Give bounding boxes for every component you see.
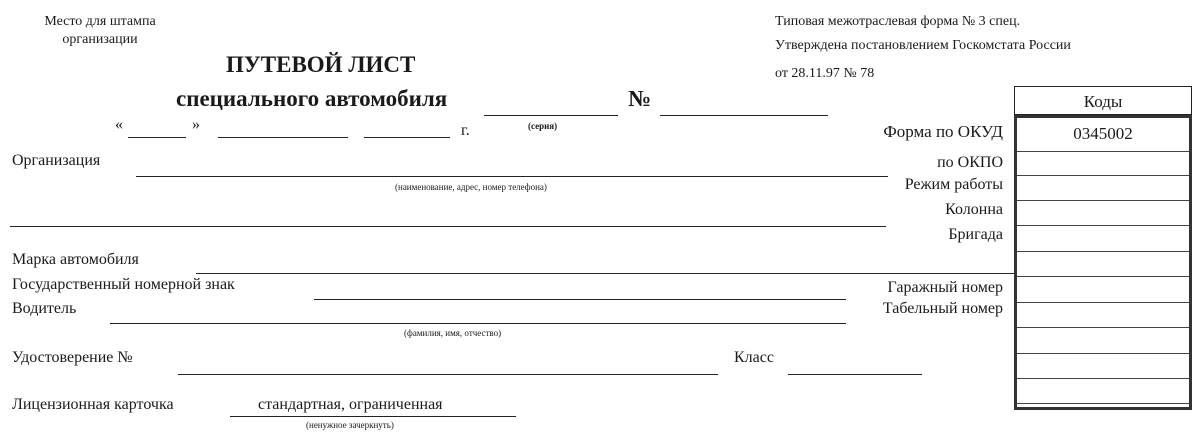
codes-row-divider: [1017, 175, 1189, 176]
codes-row-divider: [1017, 353, 1189, 354]
codes-row-divider: [1017, 403, 1189, 404]
license-card-value[interactable]: стандартная, ограниченная: [258, 396, 443, 413]
driver-field-line[interactable]: [110, 323, 846, 324]
organization-caption: (наименование, адрес, номер телефона): [395, 182, 547, 192]
car-brand-field-line[interactable]: [196, 273, 1014, 274]
license-field-line[interactable]: [178, 374, 718, 375]
plate-label: Государственный номерной знак: [12, 276, 235, 293]
column-label: Колонна: [945, 201, 1003, 218]
class-field-line[interactable]: [788, 374, 922, 375]
organization-field-line[interactable]: [136, 176, 888, 177]
series-caption: (серия): [528, 121, 558, 131]
work-mode-label: Режим работы: [904, 176, 1003, 193]
car-brand-label: Марка автомобиля: [12, 251, 139, 268]
codes-row-divider: [1017, 151, 1189, 152]
form-date-line: от 28.11.97 № 78: [775, 66, 875, 81]
plate-field-line[interactable]: [314, 299, 846, 300]
license-card-label: Лицензионная карточка: [12, 396, 174, 413]
license-label: Удостоверение №: [12, 349, 133, 366]
organization-label: Организация: [12, 152, 101, 169]
class-label: Класс: [734, 349, 774, 366]
okpo-label: по ОКПО: [937, 154, 1003, 171]
driver-label: Водитель: [12, 300, 77, 317]
license-card-caption: (ненужное зачеркнуть): [306, 420, 394, 430]
number-field-line[interactable]: [660, 115, 828, 116]
date-year-suffix: г.: [461, 122, 470, 139]
date-day-line[interactable]: [128, 137, 186, 138]
form-type-line: Типовая межотраслевая форма № 3 спец.: [775, 14, 1021, 29]
date-month-line[interactable]: [218, 137, 348, 138]
title-line-2: специального автомобиля: [176, 86, 448, 111]
license-card-field-line[interactable]: [230, 416, 516, 417]
organization-extra-line[interactable]: [10, 226, 886, 227]
stamp-line-2: организации: [62, 32, 138, 47]
codes-header: Коды: [1014, 86, 1192, 115]
codes-row-divider: [1017, 225, 1189, 226]
codes-row-divider: [1017, 302, 1189, 303]
form-approval-line: Утверждена постановлением Госкомстата России: [775, 38, 1071, 53]
codes-row-divider: [1017, 251, 1189, 252]
stamp-line-1: Место для штампа: [44, 14, 156, 29]
stamp-label: [20, 14, 180, 48]
number-sign: №: [628, 86, 652, 111]
series-field-line[interactable]: [484, 115, 618, 116]
codes-row-divider: [1017, 378, 1189, 379]
codes-box: [1014, 115, 1192, 410]
codes-row-divider: [1017, 200, 1189, 201]
okud-label: Форма по ОКУД: [883, 122, 1003, 141]
garage-number-label: Гаражный номер: [887, 279, 1003, 296]
title-line-1: ПУТЕВОЙ ЛИСТ: [226, 52, 416, 77]
codes-row-divider: [1017, 327, 1189, 328]
codes-row-divider: [1017, 276, 1189, 277]
date-year-line[interactable]: [364, 137, 450, 138]
personnel-number-label: Табельный номер: [882, 300, 1003, 317]
okud-code: 0345002: [1073, 124, 1133, 143]
date-close-quote: »: [192, 116, 200, 133]
date-open-quote: «: [115, 116, 123, 133]
driver-caption: (фамилия, имя, отчество): [404, 328, 502, 338]
brigade-label: Бригада: [948, 226, 1003, 243]
